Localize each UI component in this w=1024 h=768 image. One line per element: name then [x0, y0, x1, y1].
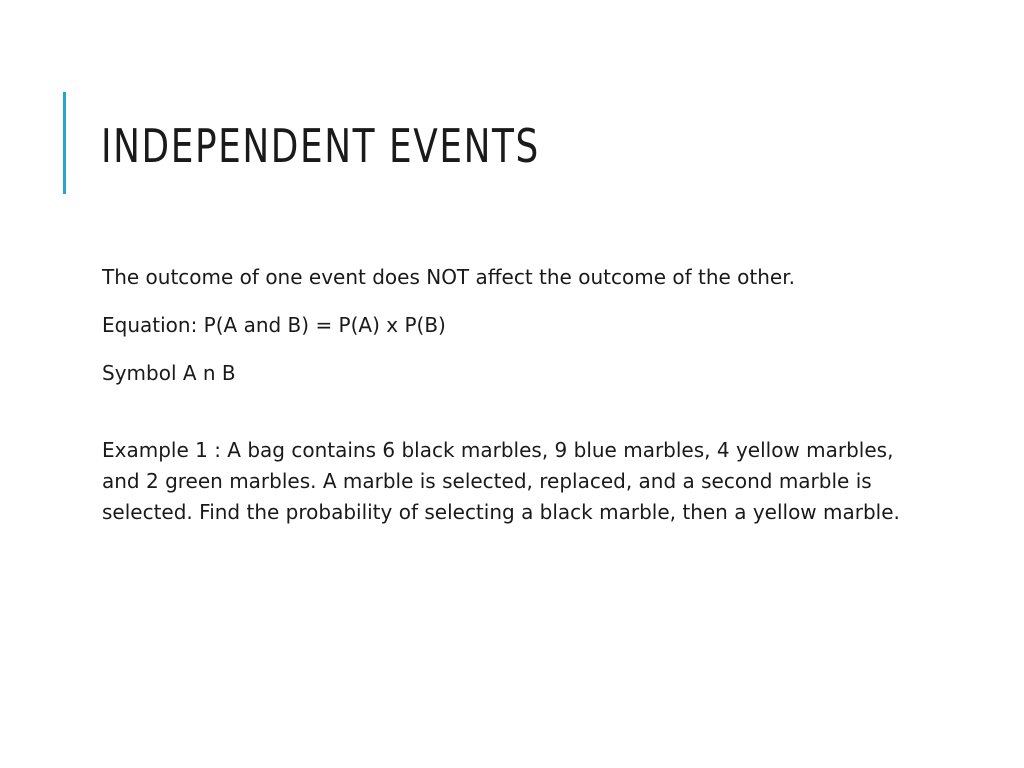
- slide-body: [102, 262, 912, 545]
- equation-text: Equation: P(A and B) = P(A) x P(B): [102, 313, 446, 337]
- definition-text: The outcome of one event does NOT affect the outcome of the other.: [102, 265, 795, 289]
- symbol-text: Symbol A n B: [102, 361, 236, 385]
- slide-title: INDEPENDENT EVENTS: [101, 119, 540, 173]
- title-accent-bar: [63, 92, 66, 194]
- example-text: Example 1 : A bag contains 6 black marbles, 9 blue marbles, 4 yellow marbles, and 2 green marbles. A marble is selected, replaced, and a second marble is selected. Find the probability of selecting a black marble, then a yellow marble.: [102, 438, 900, 524]
